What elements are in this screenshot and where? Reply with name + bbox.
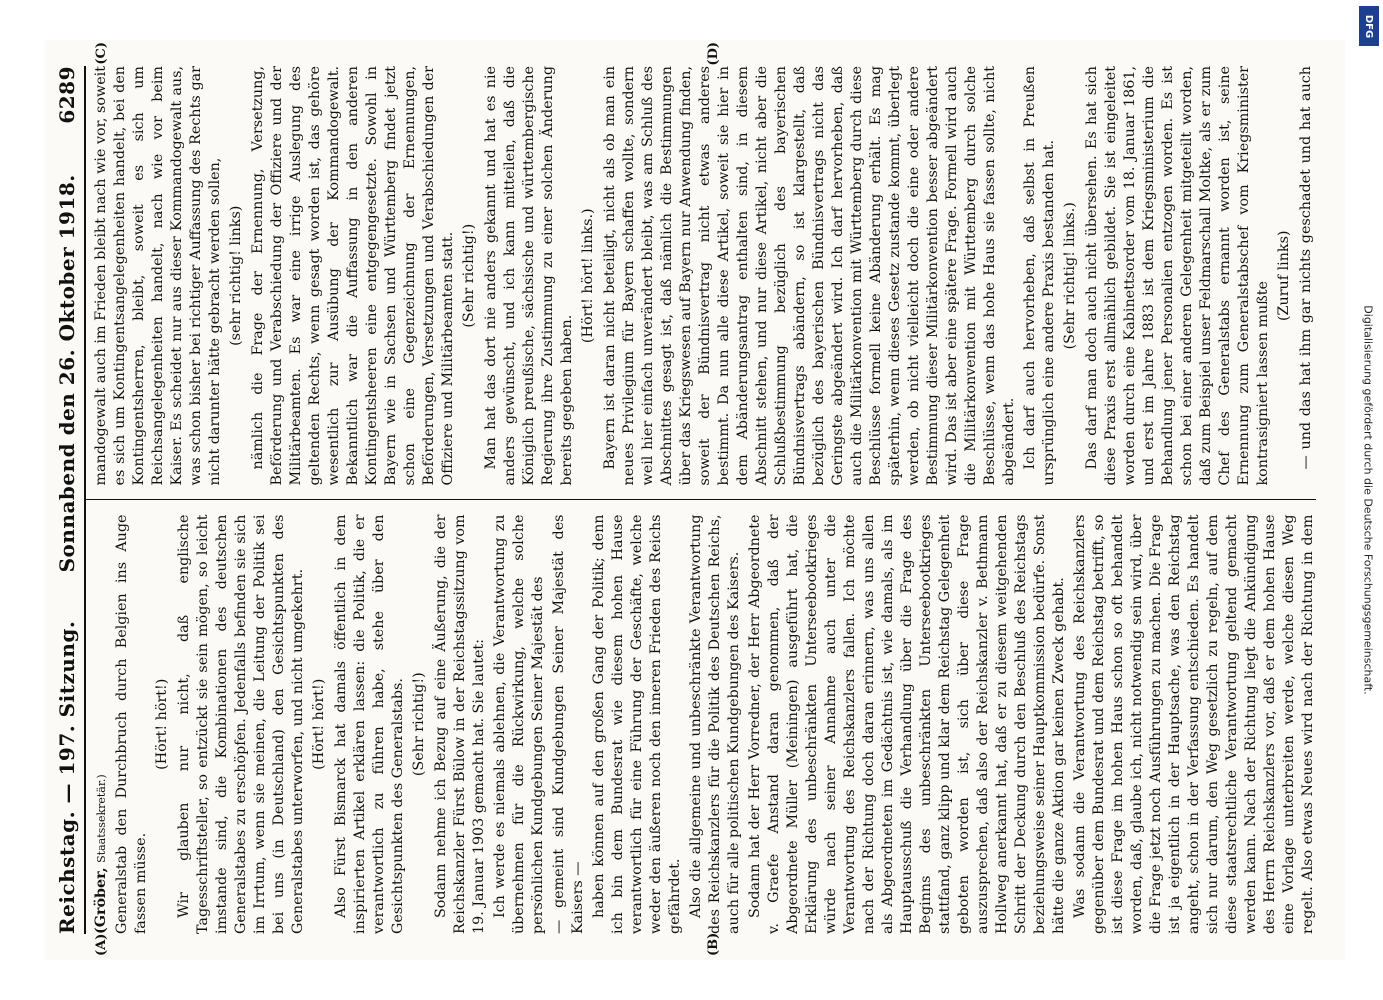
dfg-logo-text: DFG [1363, 14, 1375, 38]
paragraph: Also die allgemeine und unbeschränkte Verantwortung des Reichskanzlers für die Politik des Deutschen Reichs, auch für alle politischen Kundgebungen des Kaisers. [688, 514, 742, 934]
side-credit-text: Digitalisierung gefördert durch die Deutsche Forschungsgemeinschaft. [1361, 305, 1375, 695]
paragraph: — gemeint sind Kundgebungen Seiner Majestät des Kaisers — [551, 514, 586, 934]
interjection: (Hört! hört!) [154, 678, 170, 770]
header-date: Sonnabend den 26. Oktober 1918. [55, 174, 79, 573]
paragraph: Bayern ist daran nicht beteiligt, nicht als ob man ein neues Privilegium für Bayern schaffen wollte, sondern weil hier einfach unverändert bleibt, was am Schluß des Abschnittes gesagt ist, daß nämlich die Bestimmungen über das Kriegswesen auf Bayern nur Anwendung finden, soweit der Bündnisvertrag nicht etwas anderes bestimmt. Da nun alle diese Artikel, soweit sie hier in dem Abänderungsantrag enthalten sind, in diesem Abschnitt stehen, und nur diese Artikel, nicht aber die Schlußbestimmung bezüglich des bayerischen Bündnisvertrags abändern, so ist klargestellt, daß bezüglich des bayerischen Bündnisvertrags nicht das Geringste abgeändert wird. Ich darf hervorheben, daß auch die Militärkonvention mit Württemberg durch diese Beschlüsse formell keine Abänderung erhält. Es mag späterhin, wenn dieses Gesetz zustande kommt, überlegt werden, ob nicht vielleicht doch die eine oder andere Bestimmung dieser Militärkonvention besser abgeändert wird. Das ist aber eine spätere Frage. Formell wird auch die Militärkonvention mit Württemberg durch solche Beschlüsse, wenn das hohe Haus sie fassen sollte, nicht abgeändert. [602, 66, 1017, 486]
paragraph: Sodann nehme ich Bezug auf eine Äußerung, die der Reichskanzler Fürst Bülow in der Reichstagssitzung vom 19. Januar 1903 gemacht hat. Sie lautet: [433, 514, 487, 934]
paragraph: Was sodann die Verantwortung des Reichskanzlers gegenüber dem Bundesrat und dem Reichstag betrifft, so ist diese Frage im hohen Haus schon so oft behandelt worden, daß, glaube ich, nicht notwendig sein wird, über die Frage jetzt noch Ausführungen zu machen. Die Frage ist ja eigentlich in der Hauptsache, was den Reichstag angeht, schon in der Verfassung entschieden. Es handelt sich nur darum, den Weg gesetzlich zu regeln, auf dem diese staatsrechtliche Verantwortung geltend gemacht werden kann. Nach der Richtung liegt die Ankündigung des Herrn Reichskanzlers vor, daß er dem hohen Hause eine Vorlage unterbreiten werde, welche diesen Weg regelt. Also etwas Neues wird nach der Richtung in dem [1072, 514, 1316, 934]
quotation: haben können auf den großen Gang der Politik; denn ich bin dem Bundesrat wie diesem hohen Hause verantwortlich für eine Führung der Geschäfte, welche weder den äußeren noch den inneren Frieden des Reichs gefährdet. [591, 514, 683, 934]
paragraph: Generalstab den Durchbruch durch Belgien ins Auge fassen müsse. [114, 514, 149, 934]
header-left: Reichstag. — 197. Sitzung. [55, 620, 79, 934]
paragraph: nämlich die Frage der Ernennung, Versetzung, Beförderung und Verabschiedung der Offiziere und der Militärbeamten. Es war eine irrige Auslegung des geltenden Rechts, wenn gesagt worden ist, das gehöre wesentlich zur Ausübung der Kommandogewalt. Bekanntlich war die Auffassung in den anderen Kontingentsheeren eine entgegengesetzte. Sowohl in Bayern wie in Sachsen und Württemberg findet jetzt schon eine Gegenzeichnung der Ernennungen, Beförderungen, Versetzungen und Verabschiedungen der Offiziere und Militärbeamten statt. [250, 66, 456, 486]
speaker-name: (Gröber, [93, 867, 109, 934]
scanned-page [45, 40, 1345, 960]
paragraph: Ich darf auch hervorheben, daß selbst in Preußen ursprünglich eine andere Praxis bestanden hat. [1022, 66, 1057, 486]
interjection: (sehr richtig! links) [228, 205, 244, 346]
paragraph: Sodann hat der Herr Vorredner, der Herr Abgeordnete v. Graefe Anstand daran genommen, daß der Abgeordnete Müller (Meiningen) ausgeführt hat, die Erklärung des unbeschränkten Unterseebootkrieges würde nach seiner Annahme auch unter die Verantwortung des Reichskanzlers fallen. Ich möchte nach der Richtung doch daran erinnern, was uns allen als Abgeordneten im Gedächtnis ist, wie damals, als im Hauptausschuß die Verhandlung über die Frage des Beginns des unbeschränkten Unterseebootkrieges stattfand, ganz klipp und klar dem Reichstag Gelegenheit geboten worden ist, sich über diese Frage auszusprechen, daß also der Reichskanzler v. Bethmann Hollweg anerkannt hat, daß er zu diesem weitgehenden Schritt der Deckung durch den Beschluß des Reichstags beziehungsweise seiner Hauptkommission bedürfe. Sonst hätte die ganze Aktion gar keinen Zweck gehabt. [747, 514, 1067, 934]
left-column [86, 501, 1316, 935]
margin-marker-b: (B) [706, 932, 721, 956]
paragraph: — und das hat ihm gar nichts geschadet und hat auch [1298, 66, 1314, 470]
paragraph: Das darf man doch auch nicht übersehen. Es hat sich diese Praxis erst allmählich gebildet. Sie ist eingeleitet worden durch eine Kabinettsorder vom 18. Januar 1861, und erst im Jahre 1883 ist dem Kriegsministerium die Behandlung jener Personalien entzogen worden. Es ist schon bei einer anderen Gelegenheit mitgeteilt worden, daß zum Beispiel unser Feldmarschall Moltke, als er zum Chef des Generalstabs ernannt worden ist, seine Ernennung zum Generalstabschef vom Kriegsminister kontrasigniert lassen mußte [1084, 66, 1271, 486]
page-number: 6289 [55, 66, 79, 124]
interjection: (Hört! hört! links.) [580, 208, 596, 344]
column-divider [86, 500, 1316, 501]
margin-marker-d: (D) [706, 42, 721, 66]
paragraph: Wir glauben nur nicht, daß englische Tagesschriftsteller, so entzückt sie sein mögen, so leicht imstande sind, die Kombinationen des deutschen Generalstabes zu erschöpfen. Jedenfalls befinden sie sich im Irrtum, wenn sie meinen, die Leitung der Politik sei bei uns (in Deutschland) den Gesichtspunkten des Generalstabes unterworfen, und nicht umgekehrt. [176, 514, 306, 934]
interjection: (Hört! hört!) [311, 678, 327, 770]
interjection: (Sehr richtig! links.) [1062, 202, 1078, 350]
rotated-page-content [45, 40, 1345, 960]
margin-marker-c: (C) [94, 42, 109, 65]
side-credit [1353, 40, 1383, 960]
interjection: (Zuruf links) [1276, 230, 1292, 322]
speaker-line [92, 515, 111, 935]
page-header [55, 66, 86, 934]
paragraph: Man hat das dort nie anders gekannt und hat es nie anders gewünscht, und ich kann mitteilen, daß die Königlich preußische, sächsische und württembergische Regierung ihre Zustimmung zu einer solchen Änderung bereits gegeben haben. [483, 66, 575, 486]
margin-marker-a: (A) [94, 933, 109, 956]
paragraph: Also Fürst Bismarck hat damals öffentlich in dem inspirierten Artikel erklären lassen: die Politik, die er verantwortlich zu führen habe, stehe über den Gesichtspunkten des Generalstabs. [333, 514, 406, 934]
interjection: (Sehr richtig!) [411, 672, 427, 777]
right-column [86, 66, 1316, 500]
interjection: (Sehr richtig!) [461, 223, 477, 328]
paragraph: mandogewalt auch im Frieden bleibt nach wie vor, soweit es sich um Kontingentsangelegenheiten handelt, bei den Kontingentsherren, bleibt, soweit es sich um Reichsangelegenheiten handelt, nach wie vor beim Kaiser. Es scheidet nur aus dieser Kommandogewalt aus, was schon bisher bei richtiger Auffassung des Rechts gar nicht darunter hätte gebracht werden sollen, [93, 66, 223, 486]
speaker-role: Staatssekretär.) [95, 774, 108, 863]
quotation: Ich werde es niemals ablehnen, die Verantwortung zu übernehmen für die Rückwirkung, welche solche persönlichen Kundgebungen Seiner Majestät des [492, 514, 546, 934]
text-columns [86, 42, 1316, 956]
